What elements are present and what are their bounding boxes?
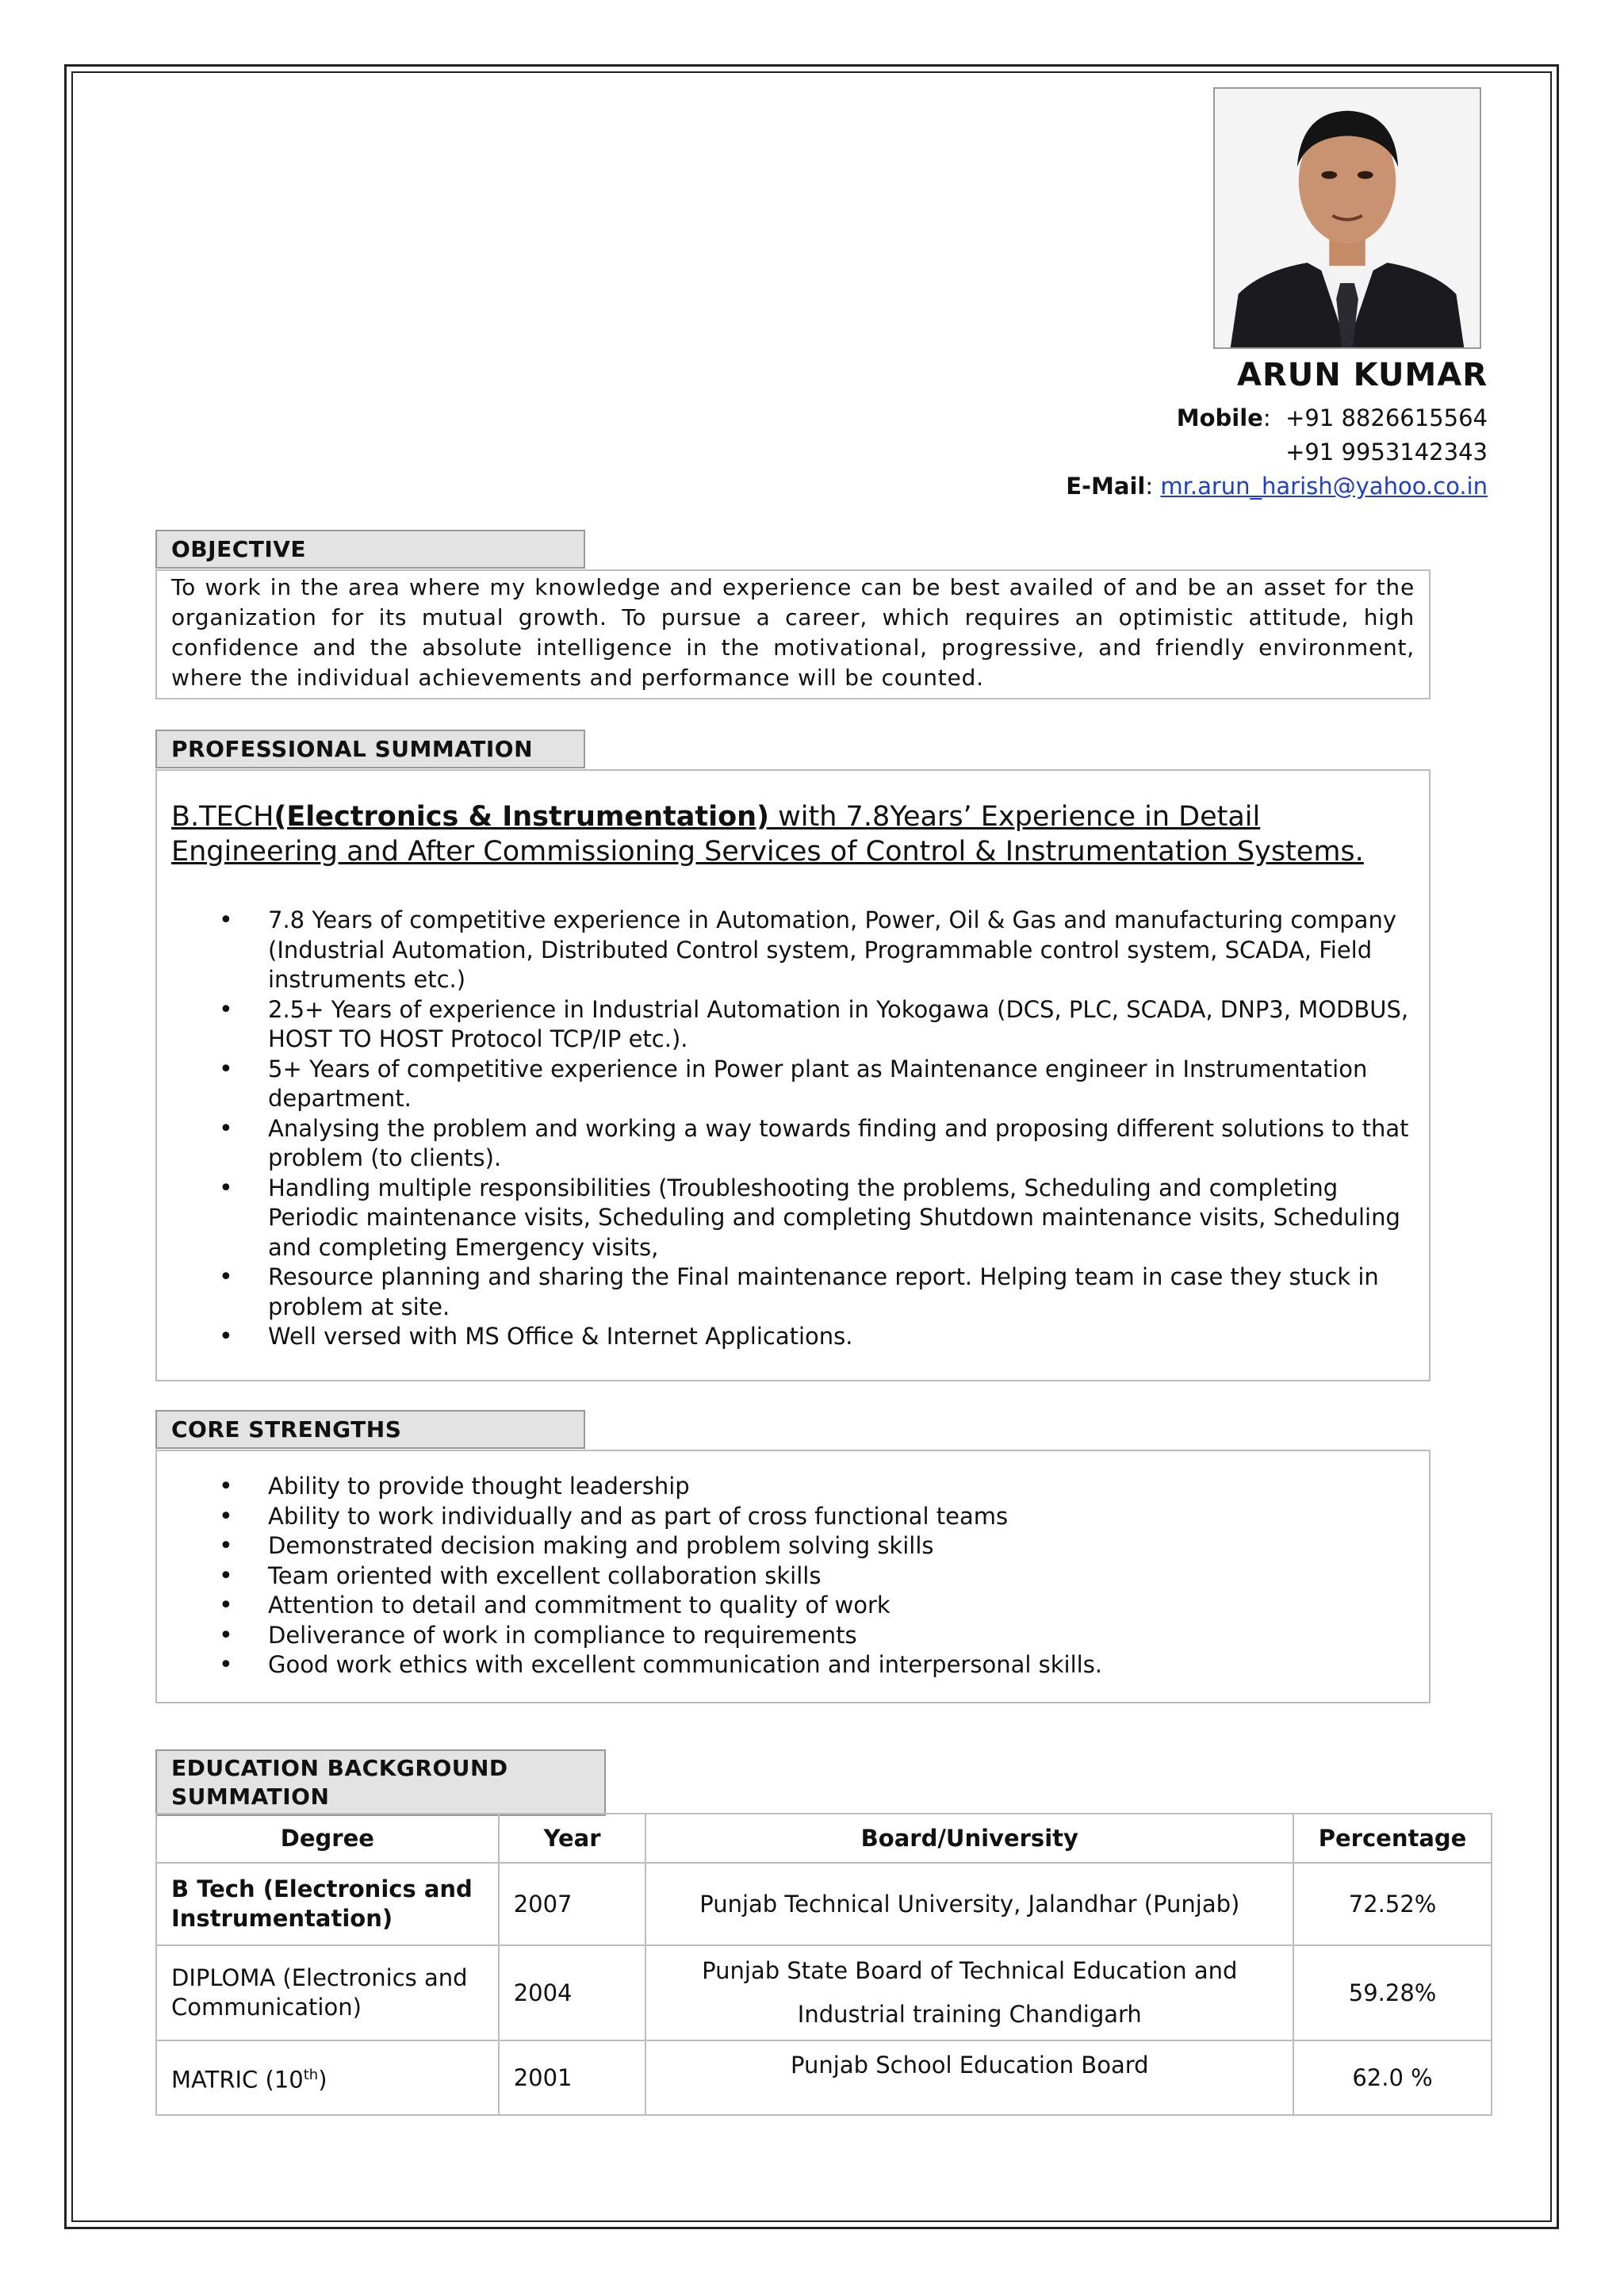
degree-text: MATRIC (10 — [171, 2066, 304, 2094]
list-item: • Good work ethics with excellent communication and interpersonal skills. — [157, 1650, 1418, 1680]
email-link[interactable]: mr.arun_harish@yahoo.co.in — [1160, 473, 1488, 500]
list-item: • Resource planning and sharing the Final maintenance report. Helping team in case they stuck in problem at site. — [157, 1262, 1418, 1322]
table-row — [156, 1945, 1492, 2040]
mobile-line-2 — [1285, 439, 1488, 466]
list-item: • Team oriented with excellent collaboration skills — [157, 1561, 1418, 1592]
email-line: E-Mail: mr.arun_harish@yahoo.co.in — [1066, 473, 1488, 500]
list-item: • Well versed with MS Office & Internet Applications. — [157, 1322, 1418, 1352]
percentage-cell: 59.28% — [1293, 1945, 1492, 2040]
column-header-year: Year — [499, 1814, 646, 1863]
list-item: • Ability to work individually and as part of cross functional teams — [157, 1502, 1418, 1532]
table-row — [156, 2040, 1492, 2115]
mobile-label: Mobile — [1176, 404, 1263, 431]
column-header-degree: Degree — [156, 1814, 499, 1863]
percentage-cell: 72.52% — [1293, 1863, 1492, 1945]
table-header-row — [156, 1814, 1492, 1863]
board-cell: Punjab School Education Board — [645, 2040, 1293, 2115]
year-cell: 2007 — [499, 1863, 646, 1945]
education-heading-line-2: SUMMATION — [171, 1784, 330, 1810]
board-cell: Punjab State Board of Technical Education and Industrial training Chandigarh — [645, 1945, 1293, 2040]
degree-cell: DIPLOMA (Electronics and Communication) — [156, 1945, 499, 2040]
mobile-number-2: +91 9953142343 — [1285, 439, 1488, 466]
list-item: • Analysing the problem and working a way towards finding and proposing different solutions to that problem (to clients). — [157, 1114, 1418, 1174]
list-item: • Attention to detail and commitment to quality of work — [157, 1591, 1418, 1621]
degree-summary — [171, 799, 1416, 869]
professional-summation-heading: PROFESSIONAL SUMMATION — [155, 730, 585, 768]
list-item: • 7.8 Years of competitive experience in Automation, Power, Oil & Gas and manufacturing company (Industrial Automation, Distributed Control system, Programmable control system, SCADA, Field instruments etc.) — [157, 906, 1418, 995]
professional-summation-box — [155, 769, 1431, 1381]
degree-summary-rest: with 7.8Years’ Experience in Detail Engineering and After Commissioning Services of Control & Instrumentation Systems. — [171, 801, 1364, 868]
degree-cell — [156, 2040, 499, 2115]
degree-superscript: th — [303, 2067, 319, 2084]
list-item: • Handling multiple responsibilities (Troubleshooting the problems, Scheduling and completing Periodic maintenance visits, Scheduling and completing Shutdown maintenance visits, Scheduling and completing Emergency visits, — [157, 1174, 1418, 1263]
year-cell: 2001 — [499, 2040, 646, 2115]
education-table — [155, 1813, 1492, 2116]
year-cell: 2004 — [499, 1945, 646, 2040]
core-strengths-list — [157, 1472, 1418, 1680]
list-item: • 5+ Years of competitive experience in Power plant as Maintenance engineer in Instrumentation department. — [157, 1055, 1418, 1114]
degree-branch: (Electronics & Instrumentation) — [274, 801, 770, 833]
objective-text: To work in the area where my knowledge and experience can be best availed of and be an asset for the organization for its mutual growth. To pursue a career, which requires an optimistic attitude, high confidence and the absolute intelligence in the motivational, progressive, and friendly environment, where the individual achievements and performance will be counted. — [171, 574, 1415, 691]
objective-heading: OBJECTIVE — [155, 530, 585, 569]
board-cell: Punjab Technical University, Jalandhar (Punjab) — [645, 1863, 1293, 1945]
mobile-number-1: +91 8826615564 — [1285, 404, 1488, 431]
professional-summation-list — [157, 906, 1418, 1352]
list-item: • 2.5+ Years of experience in Industrial Automation in Yokogawa (DCS, PLC, SCADA, DNP3, MODBUS, HOST TO HOST Protocol TCP/IP etc.). — [157, 995, 1418, 1055]
table-row — [156, 1863, 1492, 1945]
objective-box — [155, 569, 1431, 699]
percentage-cell: 62.0 % — [1293, 2040, 1492, 2115]
column-header-percentage: Percentage — [1293, 1814, 1492, 1863]
candidate-name: ARUN KUMAR — [1237, 357, 1488, 393]
list-item: • Demonstrated decision making and problem solving skills — [157, 1531, 1418, 1561]
list-item: • Deliverance of work in compliance to requirements — [157, 1621, 1418, 1651]
profile-photo — [1213, 87, 1481, 349]
degree-cell: B Tech (Electronics and Instrumentation) — [156, 1863, 499, 1945]
degree-close: ) — [318, 2066, 327, 2094]
email-label: E-Mail — [1066, 473, 1146, 500]
mobile-line-1: Mobile: +91 8826615564 — [1176, 404, 1488, 431]
list-item: • Ability to provide thought leadership — [157, 1472, 1418, 1502]
column-header-board: Board/University — [645, 1814, 1293, 1863]
education-heading-line-1: EDUCATION BACKGROUND — [171, 1755, 508, 1781]
degree-prefix: B.TECH — [171, 801, 274, 833]
education-heading — [155, 1749, 606, 1816]
core-strengths-heading: CORE STRENGTHS — [155, 1410, 585, 1449]
core-strengths-box — [155, 1450, 1431, 1703]
